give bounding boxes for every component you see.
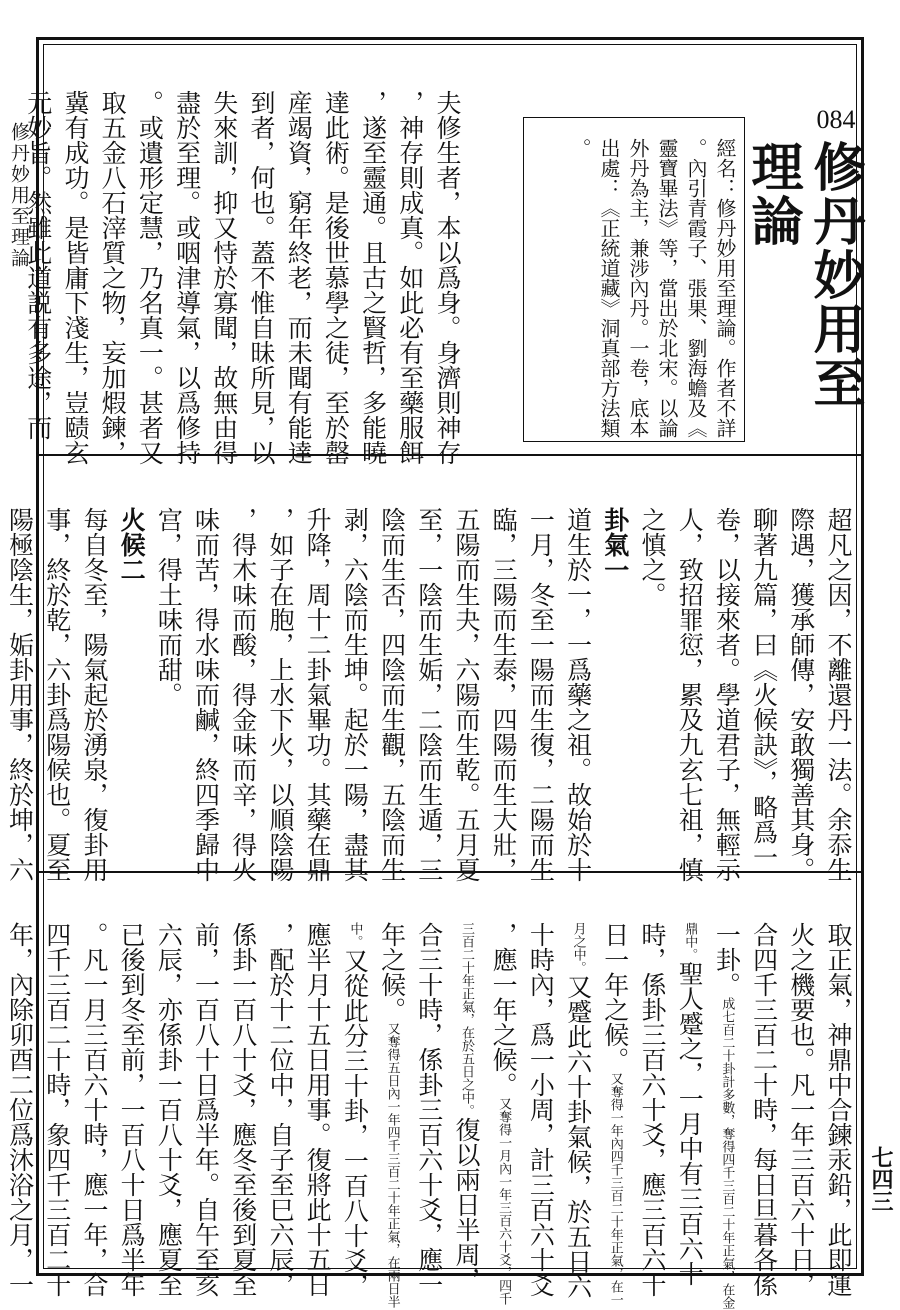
section3-note-1: 成七百二十卦計多數，奪得四千三百二十年正氣，在金鼎中。 bbox=[682, 922, 735, 1309]
section3-text-2: 聖人蹙之，一月中有三百六十時，係卦三百六十爻，應三百六十日一年之候。 bbox=[600, 922, 705, 1297]
page-number: 七四三 bbox=[868, 1146, 894, 1212]
section3-text bbox=[5, 922, 857, 1310]
section3-note-2: 又奪得一年內四千三百二十年正氣，在一月之中。 bbox=[570, 922, 623, 1306]
section2-intro: 超凡之因，不離還丹一法。余忝生際遇，獲承師傳，安敢獨善其身。聊著九篇，曰《火候訣》，略爲一卷，以接來者。學道君子，無輕示人，致招罪愆，累及九玄七祖，慎之慎之。 bbox=[637, 507, 853, 882]
section2-para2: 每自冬至，陽氣起於湧泉，復卦用事，終於乾，六卦爲陽候也。夏至陽極陰生，姤卦用事，終於坤，六 bbox=[5, 507, 109, 882]
section2-text bbox=[5, 507, 857, 891]
text-number: 084 bbox=[816, 105, 856, 134]
section3-text-1: 取正氣，神鼎中合鍊汞鉛，此即運火之機要也。凡一年三百六十日，合四千三百二十時，每日旦暮各係一卦。 bbox=[712, 922, 853, 1297]
section1-text: 夫修生者，本以爲身。身濟則神存，神存則成真。如此必有至藥服餌，遂至靈通。且古之賢哲，多能曉達此術。是後世慕學之徒，至於罄産竭資，窮年終老，而未聞有能達到者，何也。蓋不惟自昧所見，以失來訓，抑又恃於寡聞，故無由得盡於至理。或咽津導氣，以爲修持。或遺形定慧，乃名真一。甚者又取五金八石滓質之物，妄加煆鍊，冀有成功。是皆庸下淺生，豈赜玄元妙旨。然雖此道説有多途，而 bbox=[23, 90, 462, 465]
heading-huo-hou: 火候二 bbox=[117, 507, 147, 582]
section3-note-4: 又奪得五日內一年四千三百二十年正氣，在兩日半中。 bbox=[347, 922, 400, 1308]
running-head: 修丹妙用至理論 bbox=[8, 122, 30, 269]
text-title: 修丹妙用至理論 bbox=[742, 140, 865, 410]
section3-text-3: 又蹙此六十卦氣候，於五日六十時內，爲一小周，計三百六十爻，應一年之候。 bbox=[489, 922, 593, 1299]
page-frame bbox=[5, 37, 865, 1309]
section3-note-3: 又奪得一月內一年三百六十爻，四千三百二十年正氣，在於五日之中。 bbox=[458, 922, 512, 1305]
heading-gua-qi: 卦氣一 bbox=[600, 507, 630, 582]
info-box-text: 經名：修丹妙用至理論。作者不詳。內引青霞子、張果、劉海蟾及《靈寶畢法》等，當出於北宋。以論外丹為主，兼涉內丹。一卷，底本出處：《正統道藏》洞真部方法類。 bbox=[568, 138, 737, 438]
section2-para1: 道生於一，一爲藥之祖。故始於十一月，冬至一陽而生復，二陽而生臨，三陽而生泰，四陽而生大壯，五陽而生夬，六陽而生乾。五月夏至，一陰而生姤，二陰而生遁，三陰而生否，四陰而生觀，五陰而生剥，六陰而生坤。起於一陽，盡其升降，周十二卦氣畢功。其藥在鼎，如子在胞，上水下火，以順陰陽，得木味而酸，得金味而辛，得火味而苦，得水味而鹹，終四季歸中宫，得土味而甜。 bbox=[154, 507, 593, 882]
section3-text-4: 復以兩日半周，合三十時，係卦三百六十爻，應一年之候。 bbox=[377, 922, 481, 1297]
section3-text-5: 又從此分三十卦，一百八十爻，應半月十五日用事。復將此十五日，配於十二位中，自子至巳六辰，係卦一百八十爻，應冬至後到夏至前，一百八十日爲半年。自午至亥六辰，亦係卦一百八十爻，應夏至已後到冬至前，一百八十日爲半年。凡一月三百六十時，應一年，合四千三百二十時，象四千三百二十年，內除卯酉二位爲沐浴之月，一 bbox=[5, 922, 370, 1298]
